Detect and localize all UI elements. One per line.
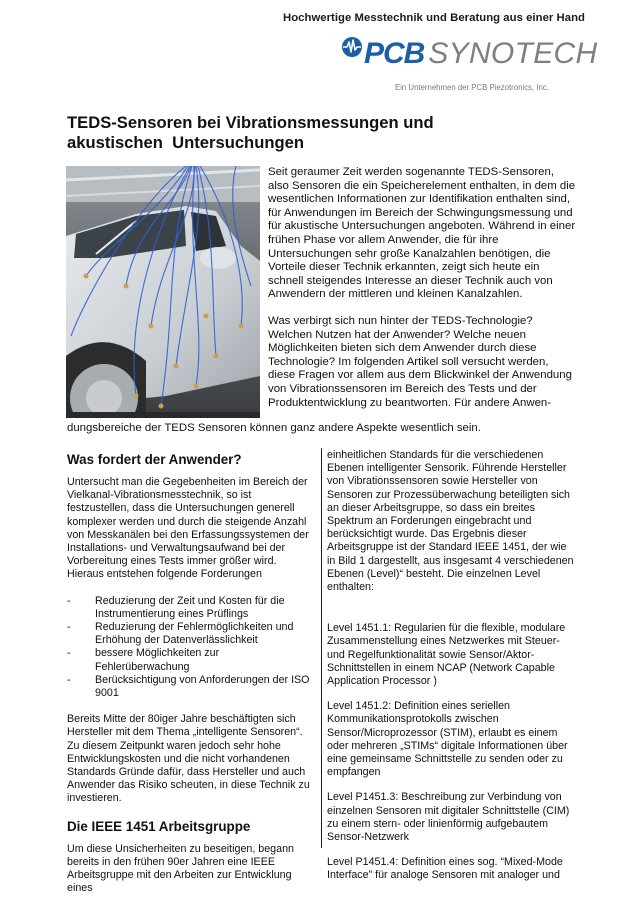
right-column	[327, 449, 575, 895]
list-item: - bessere Möglichkeiten zur Fehlerüberwachung	[67, 647, 220, 673]
body-paragraph: Untersucht man die Gegebenheiten im Bereich der Vielkanal-Vibrationsmesstechnik, so ist festzustellen, dass die Untersuchungen generell komplexer werden und durch die steigende Anzahl von Messkanälen bei den Erfassungssystemen der Installations- und Verwaltungsaufwand bei der Vorbereitung eines Tests immer größer wird. Hieraus entstehen folgende Forderungen	[67, 476, 309, 581]
title-line-2: akustischen Untersuchungen	[67, 133, 304, 152]
intro-paragraph: Seit geraumer Zeit werden sogenannte TEDS-Sensoren, also Sensoren die ein Speicherelement enthalten, in dem die wesentlichen Informationen zur Identifikation enthalten sind, für Anwendungen im Bereich der Schwingungsmessung und für akustische Untersuchungen angeboten. Während in einer frühen Phase vor allem Anwender, die für ihre Untersuchungen sehr große Kanalzahlen benötigen, die Vorteile dieser Technik erkannten, zeigt sich heute ein schnell steigendes Interesse an dieser Technik auch von Anwendern der mittleren und kleinen Kanalzahlen.	[268, 166, 576, 301]
wave-globe-icon	[341, 36, 363, 58]
body-paragraph: Um diese Unsicherheiten zu beseitigen, begann bereits in den frühen 90er Jahren eine IEEE Arbeitsgruppe mit den Arbeiten zur Entwicklung eines	[67, 842, 294, 895]
header-subline: Ein Unternehmen der PCB Piezotronics, Inc.	[395, 83, 549, 92]
body-paragraph: einheitlichen Standards für die verschiedenen Ebenen intelligenter Sensorik. Führende Hersteller von Vibrationssensoren sowie Hersteller von Sensoren zur Prozessüberwachung beteiligten sich an dieser Arbeitsgruppe, so dass ein breites Spektrum an Forderungen eingebracht und berücksichtigt wurde. Das Ergebnis dieser Arbeitsgruppe ist der Standard IEEE 1451, der wie in Bild 1 dargestellt, aus insgesamt 4 verschiedenen Ebenen (Level)“ besteht. Die einzelnen Level enthalten:	[327, 449, 574, 594]
header-tagline: Hochwertige Messtechnik und Beratung aus einer Hand	[283, 12, 585, 24]
left-column	[67, 452, 315, 908]
dash-bullet-icon: -	[67, 673, 71, 686]
dash-bullet-icon: -	[67, 621, 71, 634]
dash-bullet-icon: -	[67, 647, 71, 660]
level-description: Level 1451.1: Regularien für die flexible, modulare Zusammenstellung eines Netzwerkes mit Steuer- und Regelfunktionalität sowie Sensor/Aktor-Schnittstellen in einem NCAP (Network Capable Application Processor )	[327, 622, 566, 688]
logo-brand-primary: PCB	[364, 37, 425, 70]
level-description: Level 1451.2: Definition eines seriellen Kommunikationsprotokolls zwischen Sensor/Microprozessor (STIM), erlaubt es einem oder mehreren „STIMs“ digitale Informationen über eine gemeinsame Schnittstelle zu senden oder zu empfangen	[327, 700, 568, 779]
level-description: Level P1451.4: Definition eines sog. “Mixed-Mode Interface” für analoge Sensoren mit analoger und	[327, 856, 563, 882]
pcb-synotech-logo	[341, 37, 597, 71]
intro-paragraph: Was verbirgt sich nun hinter der TEDS-Technologie? Welchen Nutzen hat der Anwender? Welche neuen Möglichkeiten bieten sich dem Anwender durch diese Technologie? Im folgenden Artikel soll versucht werden, diese Fragen vor allem aus dem Blickwinkel der Anwendung von Vibrationssensoren im Bereich des Tests und der Produktentwicklung zu beantworten. Für andere Anwen-	[268, 314, 572, 409]
logo-brand-secondary: SYNOTECH	[428, 37, 598, 70]
section-heading: Was fordert der Anwender?	[67, 452, 242, 467]
column-divider	[321, 448, 322, 848]
level-description: Level P1451.3: Beschreibung zur Verbindung von einzelnen Sensoren mit digitaler Schnittstelle (CIM) zu einem stern- oder linienförmig aufgebautem Sensor-Netzwerk	[327, 791, 570, 844]
body-paragraph: Bereits Mitte der 80iger Jahre beschäftigten sich Hersteller mit dem Thema „intelligente Sensoren“. Zu diesem Zeitpunkt waren jedoch sehr hohe Entwicklungskosten und die nicht vorhandenen Standards Gründe dafür, dass Hersteller und auch Anwender das Risiko scheuten, in diese Technik zu investieren.	[67, 713, 310, 805]
list-item: - Reduzierung der Zeit und Kosten für die Instrumentierung eines Prüflings	[67, 594, 285, 620]
title-line-1: TEDS-Sensoren bei Vibrationsmessungen und	[67, 113, 434, 132]
intro-paragraph-tail: dungsbereiche der TEDS Sensoren können ganz andere Aspekte wesentlich sein.	[67, 422, 481, 434]
article-intro	[268, 166, 578, 423]
section-heading: Die IEEE 1451 Arbeitsgruppe	[67, 818, 251, 834]
list-item: - Berücksichtigung von Anforderungen der ISO 9001	[67, 673, 310, 700]
article-title	[67, 113, 434, 153]
list-item: - Reduzierung der Fehlermöglichkeiten und Erhöhung der Datenverlässlichkeit	[67, 621, 294, 647]
requirements-list	[67, 595, 315, 701]
article-photo	[66, 166, 260, 418]
car-test-photo-image	[66, 166, 260, 418]
dash-bullet-icon: -	[67, 594, 71, 607]
